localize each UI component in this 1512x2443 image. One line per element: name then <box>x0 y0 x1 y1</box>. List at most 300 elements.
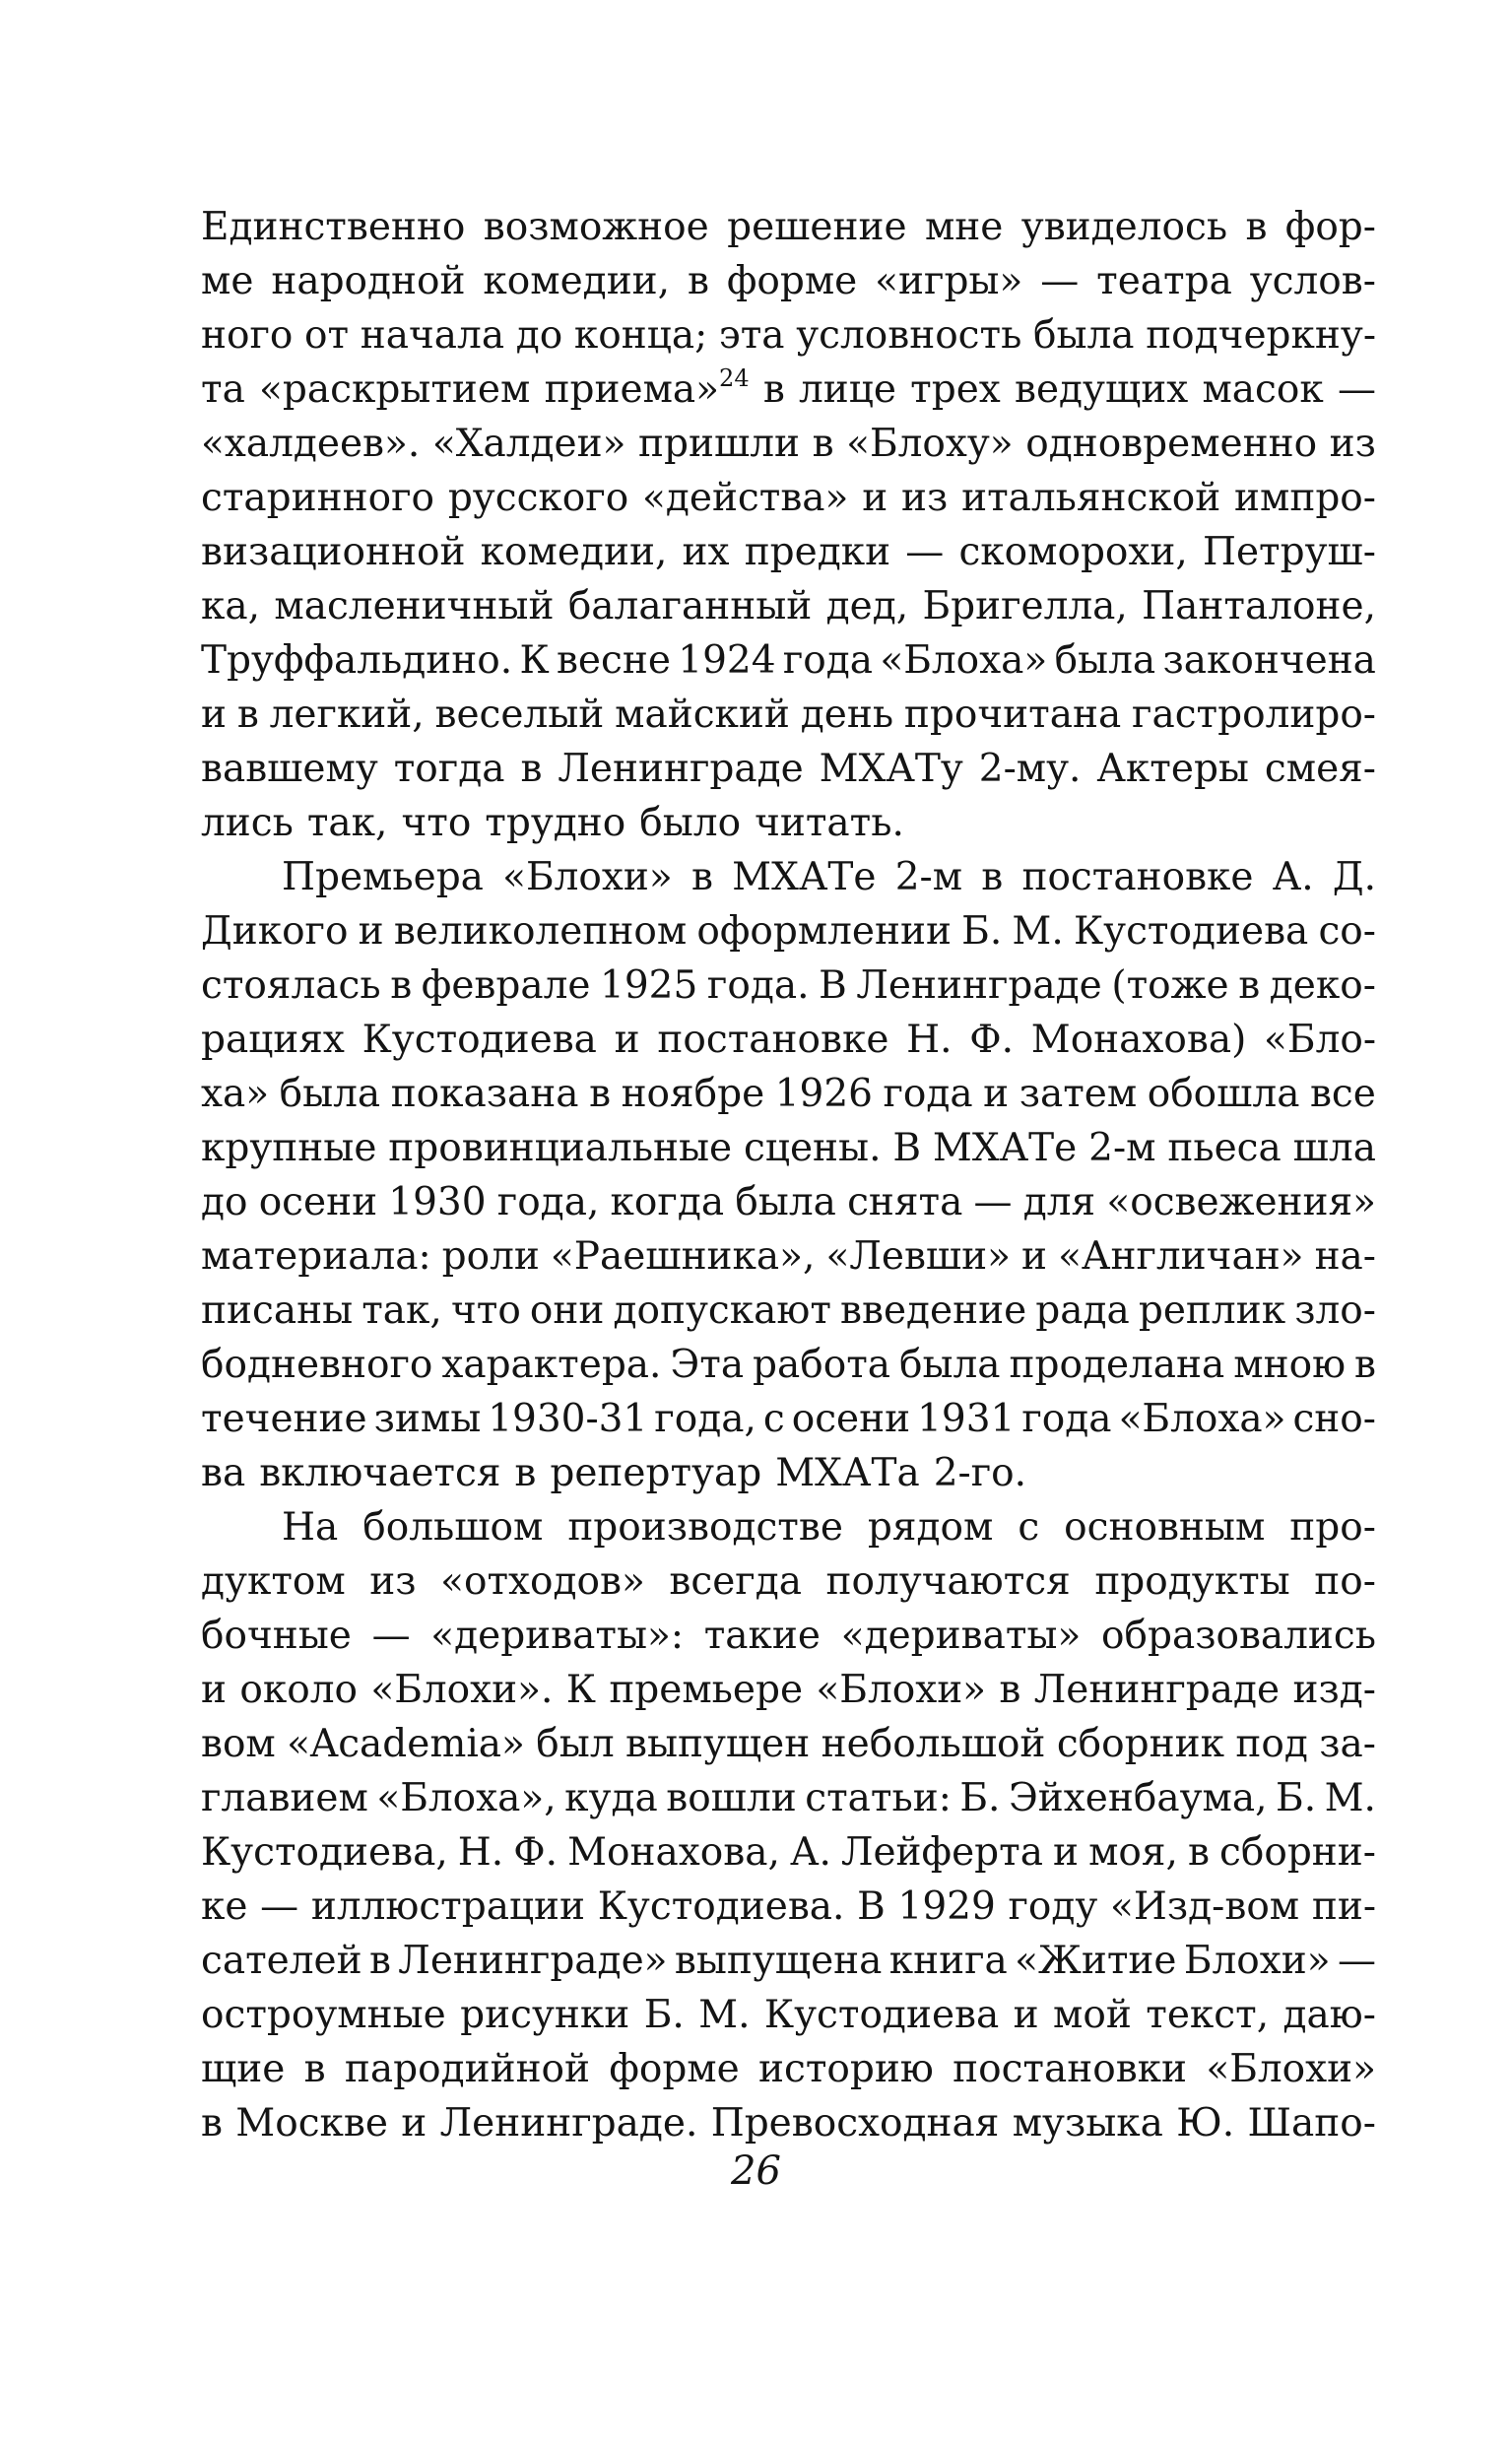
word: МХАТа <box>775 1451 920 1495</box>
word: провинциальные <box>388 1126 733 1170</box>
word: статьи: <box>805 1776 952 1820</box>
text-line <box>201 1067 1376 1121</box>
word: показана <box>390 1072 579 1116</box>
word: и <box>1013 1993 1039 2037</box>
text-line <box>201 417 1376 471</box>
word: «Блоха» <box>880 638 1048 683</box>
word: 2-м <box>894 855 963 899</box>
word: шла <box>1292 1126 1376 1170</box>
word: услов- <box>1249 259 1376 303</box>
word: в <box>1353 1343 1376 1387</box>
word: Н. <box>906 1018 953 1062</box>
word: ноябре <box>621 1072 765 1116</box>
text-line <box>201 633 1376 688</box>
word: бочные <box>201 1614 352 1658</box>
word: Ленинграде. <box>439 2101 698 2146</box>
word: ме <box>201 259 254 303</box>
word: роли <box>441 1234 540 1279</box>
text-line <box>201 525 1376 579</box>
word: проделана <box>1009 1343 1225 1387</box>
word: «действа» <box>641 476 849 520</box>
word: характера. <box>441 1343 662 1387</box>
word: импро- <box>1234 476 1376 520</box>
word: фор- <box>1284 205 1376 249</box>
word: «Англичан» <box>1058 1234 1304 1279</box>
text-line <box>201 850 1376 904</box>
word: крупные <box>201 1126 377 1170</box>
word: всегда <box>669 1559 802 1604</box>
word: года. <box>706 963 810 1008</box>
word: 2-му. <box>978 747 1082 791</box>
page-number: 26 <box>731 2148 781 2194</box>
word: — <box>1040 259 1080 303</box>
word: дуктом <box>201 1559 346 1604</box>
word: А. <box>789 1830 831 1875</box>
word: конца; <box>573 313 708 358</box>
word: и <box>983 1072 1010 1116</box>
word: и <box>201 693 227 737</box>
word: балаганный <box>567 584 813 628</box>
text-line <box>201 904 1376 958</box>
word: «Блоха» <box>1118 1397 1286 1441</box>
word: На <box>282 1505 339 1550</box>
word: осени <box>791 1397 911 1441</box>
word: «Изд-вом <box>1110 1884 1300 1929</box>
word: «отходов» <box>440 1559 645 1604</box>
word: ха» <box>201 1072 270 1116</box>
word: масок <box>1202 367 1324 412</box>
word: лись <box>201 801 294 845</box>
word: Кустодиева, <box>201 1830 448 1875</box>
word: «Халдеи» <box>431 422 626 466</box>
word: МХАТе <box>932 1126 1078 1170</box>
word: «игры» <box>875 259 1023 303</box>
word: Кустодиева <box>1073 909 1309 954</box>
word: «дериваты» <box>840 1614 1082 1658</box>
word: возможное <box>483 205 709 249</box>
word: предки <box>744 530 891 574</box>
word: в <box>762 367 785 412</box>
word: ного <box>201 313 294 358</box>
text-line <box>201 1554 1376 1609</box>
text-line <box>201 471 1376 525</box>
word: их <box>682 530 730 574</box>
word: в <box>687 259 709 303</box>
word: с <box>1018 1505 1040 1550</box>
word: изд- <box>1292 1668 1376 1712</box>
word: Ленинграде <box>856 963 1102 1008</box>
word: Ленинграде <box>1033 1668 1281 1712</box>
word: (тоже <box>1111 963 1229 1008</box>
word: Ю. <box>1176 2101 1235 2146</box>
word: был <box>536 1722 615 1766</box>
word: осени <box>258 1180 378 1224</box>
word: была <box>1032 313 1135 358</box>
word: трех <box>910 367 1001 412</box>
word: и <box>358 909 384 954</box>
word: ведущих <box>1015 367 1189 412</box>
word: майский <box>615 693 790 737</box>
word: сборни- <box>1219 1830 1376 1875</box>
word: и <box>1021 1234 1048 1279</box>
text-line <box>201 688 1376 742</box>
word: была <box>279 1072 381 1116</box>
text-line <box>201 1284 1376 1338</box>
word: пришли <box>638 422 800 466</box>
text-line <box>201 1663 1376 1717</box>
word: 1930-31 <box>488 1397 648 1441</box>
word: — <box>260 1884 299 1929</box>
word: старинного <box>201 476 435 520</box>
word: в <box>303 2047 326 2091</box>
word: 2-го. <box>933 1451 1027 1495</box>
word: рациях <box>201 1018 345 1062</box>
word: по- <box>1314 1559 1376 1604</box>
word: иллюстрации <box>310 1884 586 1929</box>
word: Шапо- <box>1247 2101 1376 2146</box>
word: Блохи» <box>1183 1939 1331 1983</box>
word: была <box>735 1180 836 1224</box>
word: небольшой <box>821 1722 1046 1766</box>
word: что <box>401 801 472 845</box>
word: итальянской <box>961 476 1221 520</box>
word: и <box>1053 1830 1080 1875</box>
word: дед, <box>825 584 909 628</box>
word: Бригелла, <box>922 584 1128 628</box>
word: текст, <box>1146 1993 1270 2037</box>
word: историю <box>758 2047 934 2091</box>
word: «дериваты»: <box>430 1614 685 1658</box>
word: 1924 <box>678 638 776 683</box>
word: мною <box>1233 1343 1347 1387</box>
word: репертуар <box>550 1451 762 1495</box>
word: та <box>201 367 245 412</box>
word: реплик <box>1138 1288 1286 1333</box>
paragraph <box>201 850 1376 1500</box>
word: скоморохи, <box>958 530 1188 574</box>
word: Дикого <box>201 909 349 954</box>
text-line <box>201 742 1376 796</box>
word: работа <box>753 1343 891 1387</box>
footnote-marker: 24 <box>719 364 750 392</box>
text-line <box>201 2096 1376 2150</box>
word: М. <box>1324 1776 1376 1820</box>
word: легкий, <box>269 693 425 737</box>
word: так, <box>306 801 388 845</box>
word: из <box>369 1559 417 1604</box>
word: и <box>614 1018 640 1062</box>
word: введение <box>840 1288 1027 1333</box>
word: — <box>1337 1939 1376 1983</box>
word: 1929 <box>897 1884 996 1929</box>
text-line <box>201 1121 1376 1175</box>
word: со- <box>1318 909 1376 954</box>
word: трудно <box>485 801 626 845</box>
word: и <box>201 1668 227 1712</box>
word: щие <box>201 2047 286 2091</box>
word: Премьера <box>282 855 484 899</box>
word: что <box>450 1288 521 1333</box>
word: для <box>1022 1180 1096 1224</box>
text-line <box>201 1013 1376 1067</box>
word: вошли <box>666 1776 797 1820</box>
word: Ленинграде» <box>398 1939 668 1983</box>
word: в <box>589 1072 612 1116</box>
word: Лейферта <box>840 1830 1043 1875</box>
word: В <box>819 963 847 1008</box>
word: основным <box>1064 1505 1266 1550</box>
paragraph <box>201 200 1376 850</box>
word: Кустодиева. <box>597 1884 845 1929</box>
word: выпущен <box>625 1722 811 1766</box>
word: увиделось <box>1020 205 1228 249</box>
text-line <box>201 1717 1376 1771</box>
word: В <box>857 1884 886 1929</box>
word: 1926 <box>774 1072 873 1116</box>
word: — <box>973 1180 1013 1224</box>
text-line <box>201 1988 1376 2042</box>
page-body <box>201 200 1376 2150</box>
word: Б. <box>961 909 1003 954</box>
word: года <box>1021 1397 1112 1441</box>
word: Б. <box>1276 1776 1317 1820</box>
word: «халдеев». <box>201 422 421 466</box>
word: К <box>519 638 550 683</box>
word: Кустодиева <box>763 1993 1000 2037</box>
word: 2-м <box>1088 1126 1156 1170</box>
word: условность <box>796 313 1022 358</box>
word: в <box>368 1939 391 1983</box>
word: комедии, <box>483 259 671 303</box>
word: в <box>520 747 543 791</box>
word: сателей <box>201 1939 362 1983</box>
word: они <box>529 1288 605 1333</box>
word: до <box>201 1180 248 1224</box>
word: музыка <box>1012 2101 1163 2146</box>
word: визационной <box>201 530 466 574</box>
word: «раскрытием <box>259 367 531 412</box>
text-line <box>201 1771 1376 1825</box>
word: К <box>565 1668 596 1712</box>
word: премьере <box>609 1668 804 1712</box>
word: пьеса <box>1167 1126 1282 1170</box>
word: «Левши» <box>825 1234 1012 1279</box>
word: снята <box>847 1180 963 1224</box>
word: главием <box>201 1776 368 1820</box>
word: в <box>1245 205 1268 249</box>
paragraph <box>201 1500 1376 2150</box>
word: постановке <box>657 1018 889 1062</box>
word: форме <box>609 2047 740 2091</box>
word: подчеркну- <box>1146 313 1376 358</box>
word: вом <box>201 1722 276 1766</box>
word: постановке <box>1021 855 1254 899</box>
word: от <box>304 313 350 358</box>
word: приема»$^{24}$ <box>544 364 750 412</box>
word: года, <box>654 1397 756 1441</box>
word: мой <box>1053 1993 1132 2037</box>
word: «Блохи» <box>816 1668 987 1712</box>
text-line <box>201 2042 1376 2096</box>
word: ка, <box>201 584 261 628</box>
word: ва <box>201 1451 246 1495</box>
word: Б. <box>959 1776 1001 1820</box>
word: «Раешника», <box>550 1234 816 1279</box>
word: «Academia» <box>287 1722 525 1766</box>
text-line <box>201 363 1376 417</box>
text-line <box>201 1825 1376 1880</box>
word: «Блоху» <box>846 422 1014 466</box>
word: русского <box>447 476 629 520</box>
word: Труффальдино. <box>201 638 513 683</box>
word: М. <box>698 1993 751 2037</box>
word: постановки <box>953 2047 1188 2091</box>
word: в <box>390 963 413 1008</box>
word: «Блоха», <box>376 1776 557 1820</box>
word: с <box>762 1397 785 1441</box>
word: писаны <box>201 1288 354 1333</box>
text-line <box>201 1934 1376 1988</box>
word: Кустодиева <box>362 1018 597 1062</box>
word: тогда <box>393 747 505 791</box>
word: начала <box>360 313 505 358</box>
word: на- <box>1314 1234 1376 1279</box>
word: так, <box>362 1288 442 1333</box>
word: сборник <box>1056 1722 1224 1766</box>
word: даю- <box>1282 1993 1376 2037</box>
word: сно- <box>1292 1397 1376 1441</box>
text-line <box>201 796 1376 850</box>
word: книга <box>888 1939 1008 1983</box>
word: в <box>201 2101 223 2146</box>
text-line <box>201 308 1376 363</box>
word: Б. <box>643 1993 685 2037</box>
text-line <box>201 1338 1376 1392</box>
word: читать. <box>755 801 904 845</box>
word: и <box>862 476 888 520</box>
word: в <box>514 1451 537 1495</box>
word: смея- <box>1264 747 1376 791</box>
word: Актеры <box>1096 747 1249 791</box>
word: Эйхенбаума, <box>1008 1776 1268 1820</box>
word: эта <box>718 313 785 358</box>
word: весне <box>556 638 671 683</box>
text-line <box>201 958 1376 1013</box>
word: около <box>239 1668 358 1712</box>
word: рисунки <box>460 1993 630 2037</box>
word: стоялась <box>201 963 381 1008</box>
word: веселый <box>434 693 605 737</box>
word: 1931 <box>917 1397 1016 1441</box>
word: МХАТу <box>819 747 963 791</box>
word: все <box>1309 1072 1376 1116</box>
word: Москве <box>235 2101 388 2146</box>
text-line <box>201 579 1376 633</box>
word: году <box>1008 1884 1098 1929</box>
word: ке <box>201 1884 248 1929</box>
word: течение <box>201 1397 367 1441</box>
word: была <box>899 1343 1001 1387</box>
word: пародийной <box>344 2047 591 2091</box>
word: включается <box>259 1451 501 1495</box>
text-line <box>201 1500 1376 1554</box>
word: пи- <box>1311 1884 1376 1929</box>
word: в <box>1238 963 1261 1008</box>
word: форме <box>726 259 858 303</box>
word: в <box>981 855 1004 899</box>
word: феврале <box>421 963 591 1008</box>
word: Ленинграде <box>558 747 804 791</box>
word: Ф. <box>969 1018 1015 1062</box>
word: Панталоне, <box>1142 584 1376 628</box>
word: — <box>1337 367 1376 412</box>
word: 1925 <box>600 963 698 1008</box>
word: «Бло- <box>1264 1018 1376 1062</box>
word: рада <box>1035 1288 1130 1333</box>
word: за- <box>1319 1722 1376 1766</box>
word: Ф. <box>513 1830 559 1875</box>
word: года <box>782 638 874 683</box>
word: вавшему <box>201 747 378 791</box>
word: народной <box>271 259 466 303</box>
word: МХАТе <box>732 855 877 899</box>
word: — <box>905 530 945 574</box>
word: сцены. <box>744 1126 882 1170</box>
word: комедии, <box>480 530 668 574</box>
word: из <box>901 476 949 520</box>
word: под <box>1235 1722 1308 1766</box>
word: большом <box>362 1505 544 1550</box>
word: Монахова) <box>1030 1018 1247 1062</box>
word: А. <box>1272 855 1314 899</box>
word: получаются <box>825 1559 1071 1604</box>
word: материала: <box>201 1234 431 1279</box>
word: затем <box>1019 1072 1138 1116</box>
word: куда <box>564 1776 658 1820</box>
word: прочитана <box>903 693 1122 737</box>
text-line <box>201 1175 1376 1229</box>
word: остроумные <box>201 1993 446 2037</box>
word: «освежения» <box>1106 1180 1376 1224</box>
word: и <box>401 2101 427 2146</box>
word: Единственно <box>201 205 466 249</box>
word: продукты <box>1094 1559 1290 1604</box>
word: Превосходная <box>710 2101 1000 2146</box>
word: выпущена <box>674 1939 883 1983</box>
word: в <box>690 855 713 899</box>
text-line <box>201 1609 1376 1663</box>
word: закончена <box>1162 638 1376 683</box>
word: Н. <box>457 1830 504 1875</box>
text-line <box>201 1446 1376 1500</box>
word: в <box>1187 1830 1210 1875</box>
word: масленичный <box>274 584 555 628</box>
word: когда <box>610 1180 725 1224</box>
word: М. <box>1012 909 1064 954</box>
word: «Блохи». <box>370 1668 554 1712</box>
word: 1930 <box>388 1180 487 1224</box>
word: было <box>639 801 742 845</box>
word: про- <box>1289 1505 1376 1550</box>
word: решение <box>727 205 907 249</box>
word: до <box>515 313 563 358</box>
word: В <box>892 1126 922 1170</box>
word: в <box>236 693 259 737</box>
word: моя, <box>1088 1830 1178 1875</box>
word: оформлении <box>696 909 952 954</box>
word: в <box>999 1668 1021 1712</box>
word: в <box>812 422 834 466</box>
